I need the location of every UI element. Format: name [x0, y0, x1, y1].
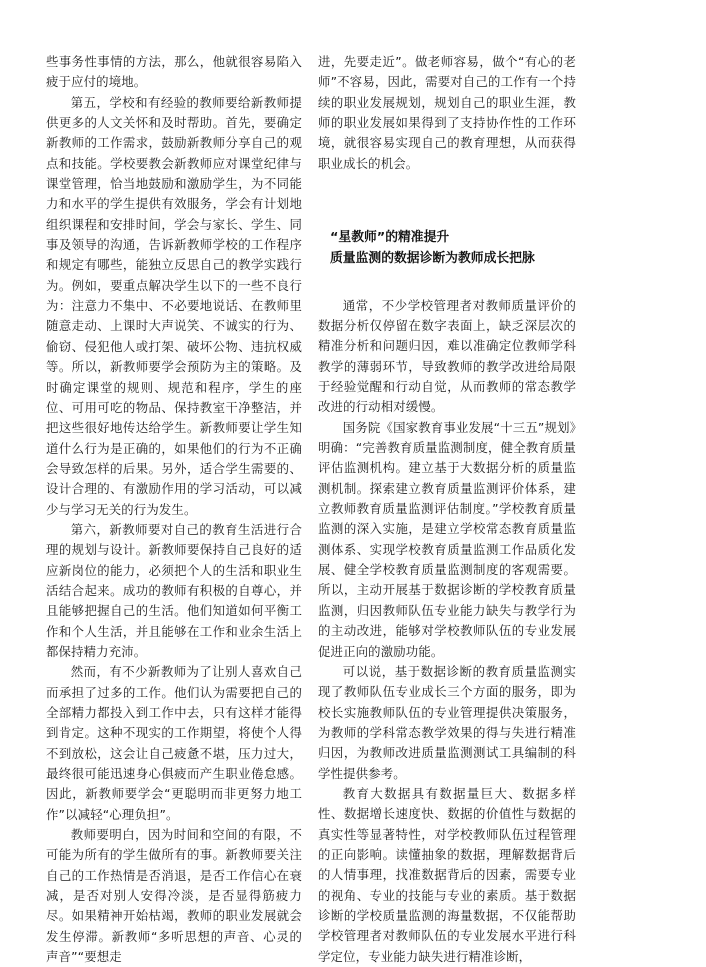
paragraph: 第五，学校和有经验的教师要给新教师提供更多的人文关怀和及时帮助。首先，要确定新教师的工作需求，鼓励新教师分享自己的观点和技能。学校要教会新教师应对课堂纪律与课堂管理，恰当地鼓励和激励学生，为不同能力和水平的学生提供有效服务，学会有计划地组织课程和安排时间，学会与家长、学生、同事及领导的沟通，告诉新教师学校的工作程序和规定有哪些，能独立反思自己的教学实践行为。例如，要重点解决学生以下的一些不良行为：注意力不集中、不必要地说话、在教师里随意走动、上课时大声说笑、不诚实的行为、偷窃、侵犯他人或打架、破坏公物、违抗权威等。所以，新教师要学会预防为主的策略。及时确定课堂的规则、规范和程序，学生的座位、可用可吃的物品、保持教室干净整洁，并把这些很好地传达给学生。新教师要让学生知道什么行为是正确的，如果他们的行为不正确会导致怎样的后果。另外，适合学生需要的、设计合理的、有激励作用的学习活动，可以减少与学习无关的行为发生。 — [46, 94, 302, 517]
paragraph: 些事务性事情的方法，那么，他就很容易陷入疲于应付的境地。 — [46, 54, 302, 90]
section-spacer — [318, 270, 576, 296]
paragraph: 国务院《国家教育事业发展“十三五”规划》明确：“完善教育质量监测制度，健全教育质量评估监测机构。建立基于大数据分析的质量监测机制。探索建立教育质量监测评价体系，建立教师教育质量监测评估制度。”学校教育质量监测的深入实施，是建立学校常态教育质量监测体系、实现学校教育质量监测工作品质化发展、健全学校教育质量监测制度的客观需要。所以，主动开展基于数据诊断的学校教育质量监测，归因教师队伍专业能力缺失与教学行为的主动改进，能够对学校教师队伍的专业发展促进正向的激励功能。 — [318, 419, 576, 659]
paragraph: 第六，新教师要对自己的教育生活进行合理的规划与设计。新教师要保持自己良好的适应新岗位的能力，必须把个人的生活和职业生活结合起来。成功的教师有积极的自尊心，并且能够把握自己的生活。他们知道如何平衡工作和个人生活，并且能够在工作和业余生活上都保持精力充沛。 — [46, 521, 302, 659]
left-column — [46, 52, 302, 967]
right-column — [318, 52, 576, 967]
paragraph: 可以说，基于数据诊断的教育质量监测实现了教师队伍专业成长三个方面的服务，即为校长实施教师队伍的专业管理提供决策服务，为教师的学科常态教学效果的得与失进行精准归因，为教师改进质量监测测试工具编制的科学性提供参考。 — [318, 663, 576, 781]
section-title-line2: 质量监测的数据诊断为教师成长把脉 — [330, 250, 535, 266]
section-spacer — [318, 174, 576, 228]
paragraph: 教师要明白，因为时间和空间的有限，不可能为所有的学生做所有的事。新教师要关注自己的工作热情是否消退，是否工作信心在衰减，是否对别人安得冷淡，是否显得筋疲力尽。如果精神开始枯竭，教师的职业发展就会发生停滞。新教师“多听思想的声音、心灵的声音”“要想走 — [46, 827, 302, 965]
paragraph: 然而，有不少新教师为了让别人喜欢自己而承担了过多的工作。他们认为需要把自己的全部精力都投入到工作中去，只有这样才能得到肯定。这种不现实的工作期望，将使个人得不到放松，这会让自己疲惫不堪，压力过大，最终很可能迅速身心俱疲而产生职业倦怠感。因此，新教师要学会“更聪明而非更努力地工作”以减轻“心理负担”。 — [46, 664, 302, 822]
paragraph: 教育大数据具有数据量巨大、数据多样性、数据增长速度快、数据的价值性与数据的真实性等显著特性，对学校教师队伍过程管理的正向影响。读懂抽象的数据，理解数据背后的人情事理，找准数据背后的因素，需要专业的视角、专业的技能与专业的素质。基于数据诊断的学校质量监测的海量数据，不仅能帮助学校管理者对教师队伍的专业发展水平进行科学定位，专业能力缺失进行精准诊断， — [318, 785, 576, 964]
paragraph: 进，先要走近”。做老师容易，做个“有心的老师”不容易，因此，需要对自己的工作有一个持续的职业发展规划，规划自己的职业生涯，教师的职业发展如果得到了支持协作性的工作环境，就很容易实现自己的教育理想，从而获得职业成长的机会。 — [318, 54, 576, 171]
section-heading — [318, 228, 576, 270]
section-title-line1: “星教师”的精准提升 — [330, 230, 450, 246]
paragraph: 通常，不少学校管理者对教师质量评价的数据分析仅停留在数字表面上，缺乏深层次的精准分析和问题归因，难以准确定位教师学科教学的薄弱环节，导致教师的教学改进给局限于经验觉醒和行动自觉，从而教师的常态教学改进的行动相对缓慢。 — [318, 297, 576, 415]
